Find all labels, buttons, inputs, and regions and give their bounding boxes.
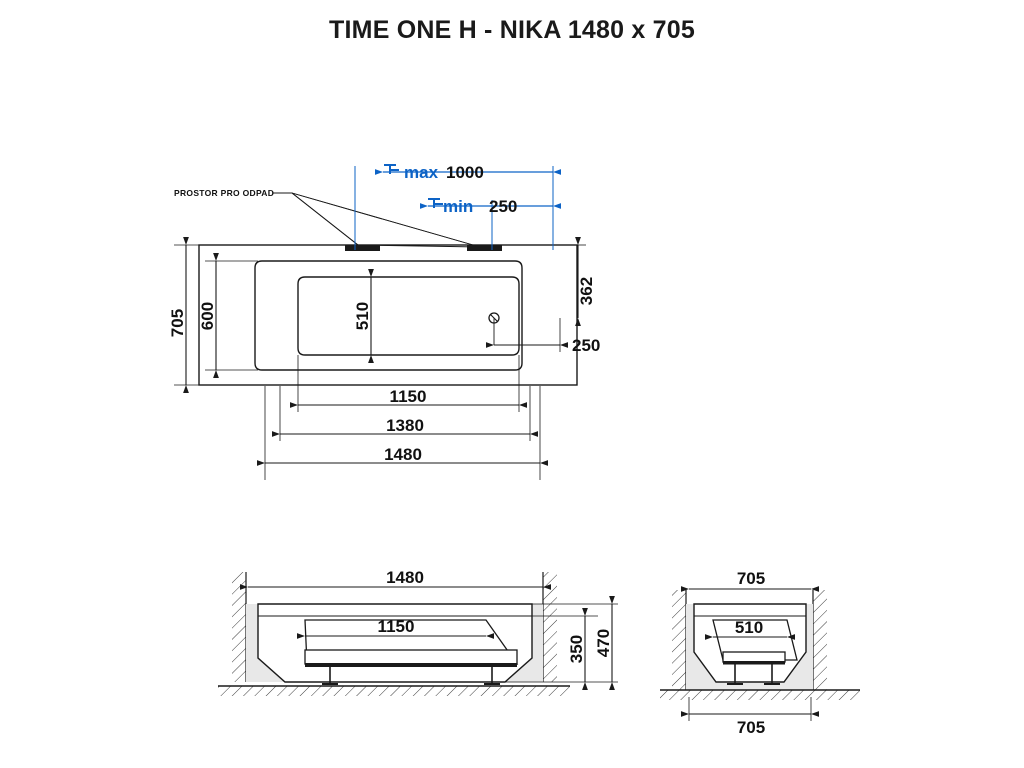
front-view-base-bar — [305, 663, 517, 667]
side-view-floor-hatch — [660, 690, 860, 700]
front-dim-350: 350 — [567, 634, 586, 664]
tap-min-label: min — [443, 197, 474, 216]
side-dim-bottom-705: 705 — [736, 718, 766, 737]
side-view — [660, 569, 860, 737]
front-dim-1150: 1150 — [377, 617, 415, 636]
top-view-bowl-outline — [298, 277, 519, 355]
dim-1480-top-view: 1480 — [384, 445, 422, 464]
dim-362-top-view: 362 — [577, 276, 596, 306]
page-title: TIME ONE H - NIKA 1480 x 705 — [329, 16, 695, 44]
front-view-wall-left-hatch — [232, 572, 246, 682]
tap-max-value: 1000 — [446, 163, 484, 182]
side-dim-510: 510 — [734, 618, 764, 637]
drain-space-block-right — [467, 245, 502, 251]
front-view-wall-right-hatch — [543, 572, 557, 682]
faucet-icon-max — [384, 165, 399, 174]
drain-space-block-left — [345, 245, 380, 251]
side-view-wall-right-hatch — [813, 590, 827, 690]
front-view-floor-hatch — [218, 686, 570, 696]
tap-max-label: max — [404, 163, 439, 182]
side-view-bowl-base — [723, 652, 785, 662]
dim-600-top-view: 600 — [198, 301, 217, 331]
faucet-icon-min — [428, 199, 443, 208]
front-dim-1480: 1480 — [386, 568, 424, 587]
dim-705-top-view: 705 — [168, 308, 187, 338]
front-view-bowl-base — [305, 650, 517, 664]
front-view — [218, 568, 618, 696]
side-view-base-bar — [723, 661, 785, 665]
side-view-wall-left-hatch — [672, 590, 686, 690]
side-dim-top-705: 705 — [736, 569, 766, 588]
top-view — [168, 163, 600, 480]
dim-510-top-view: 510 — [353, 301, 372, 331]
front-dim-470: 470 — [594, 628, 613, 658]
drain-space-note: PROSTOR PRO ODPAD — [174, 188, 275, 198]
dim-1150-top-view: 1150 — [389, 387, 427, 406]
dim-250-top-view: 250 — [572, 336, 601, 355]
dim-1380-top-view: 1380 — [386, 416, 424, 435]
tap-min-value: 250 — [489, 197, 518, 216]
